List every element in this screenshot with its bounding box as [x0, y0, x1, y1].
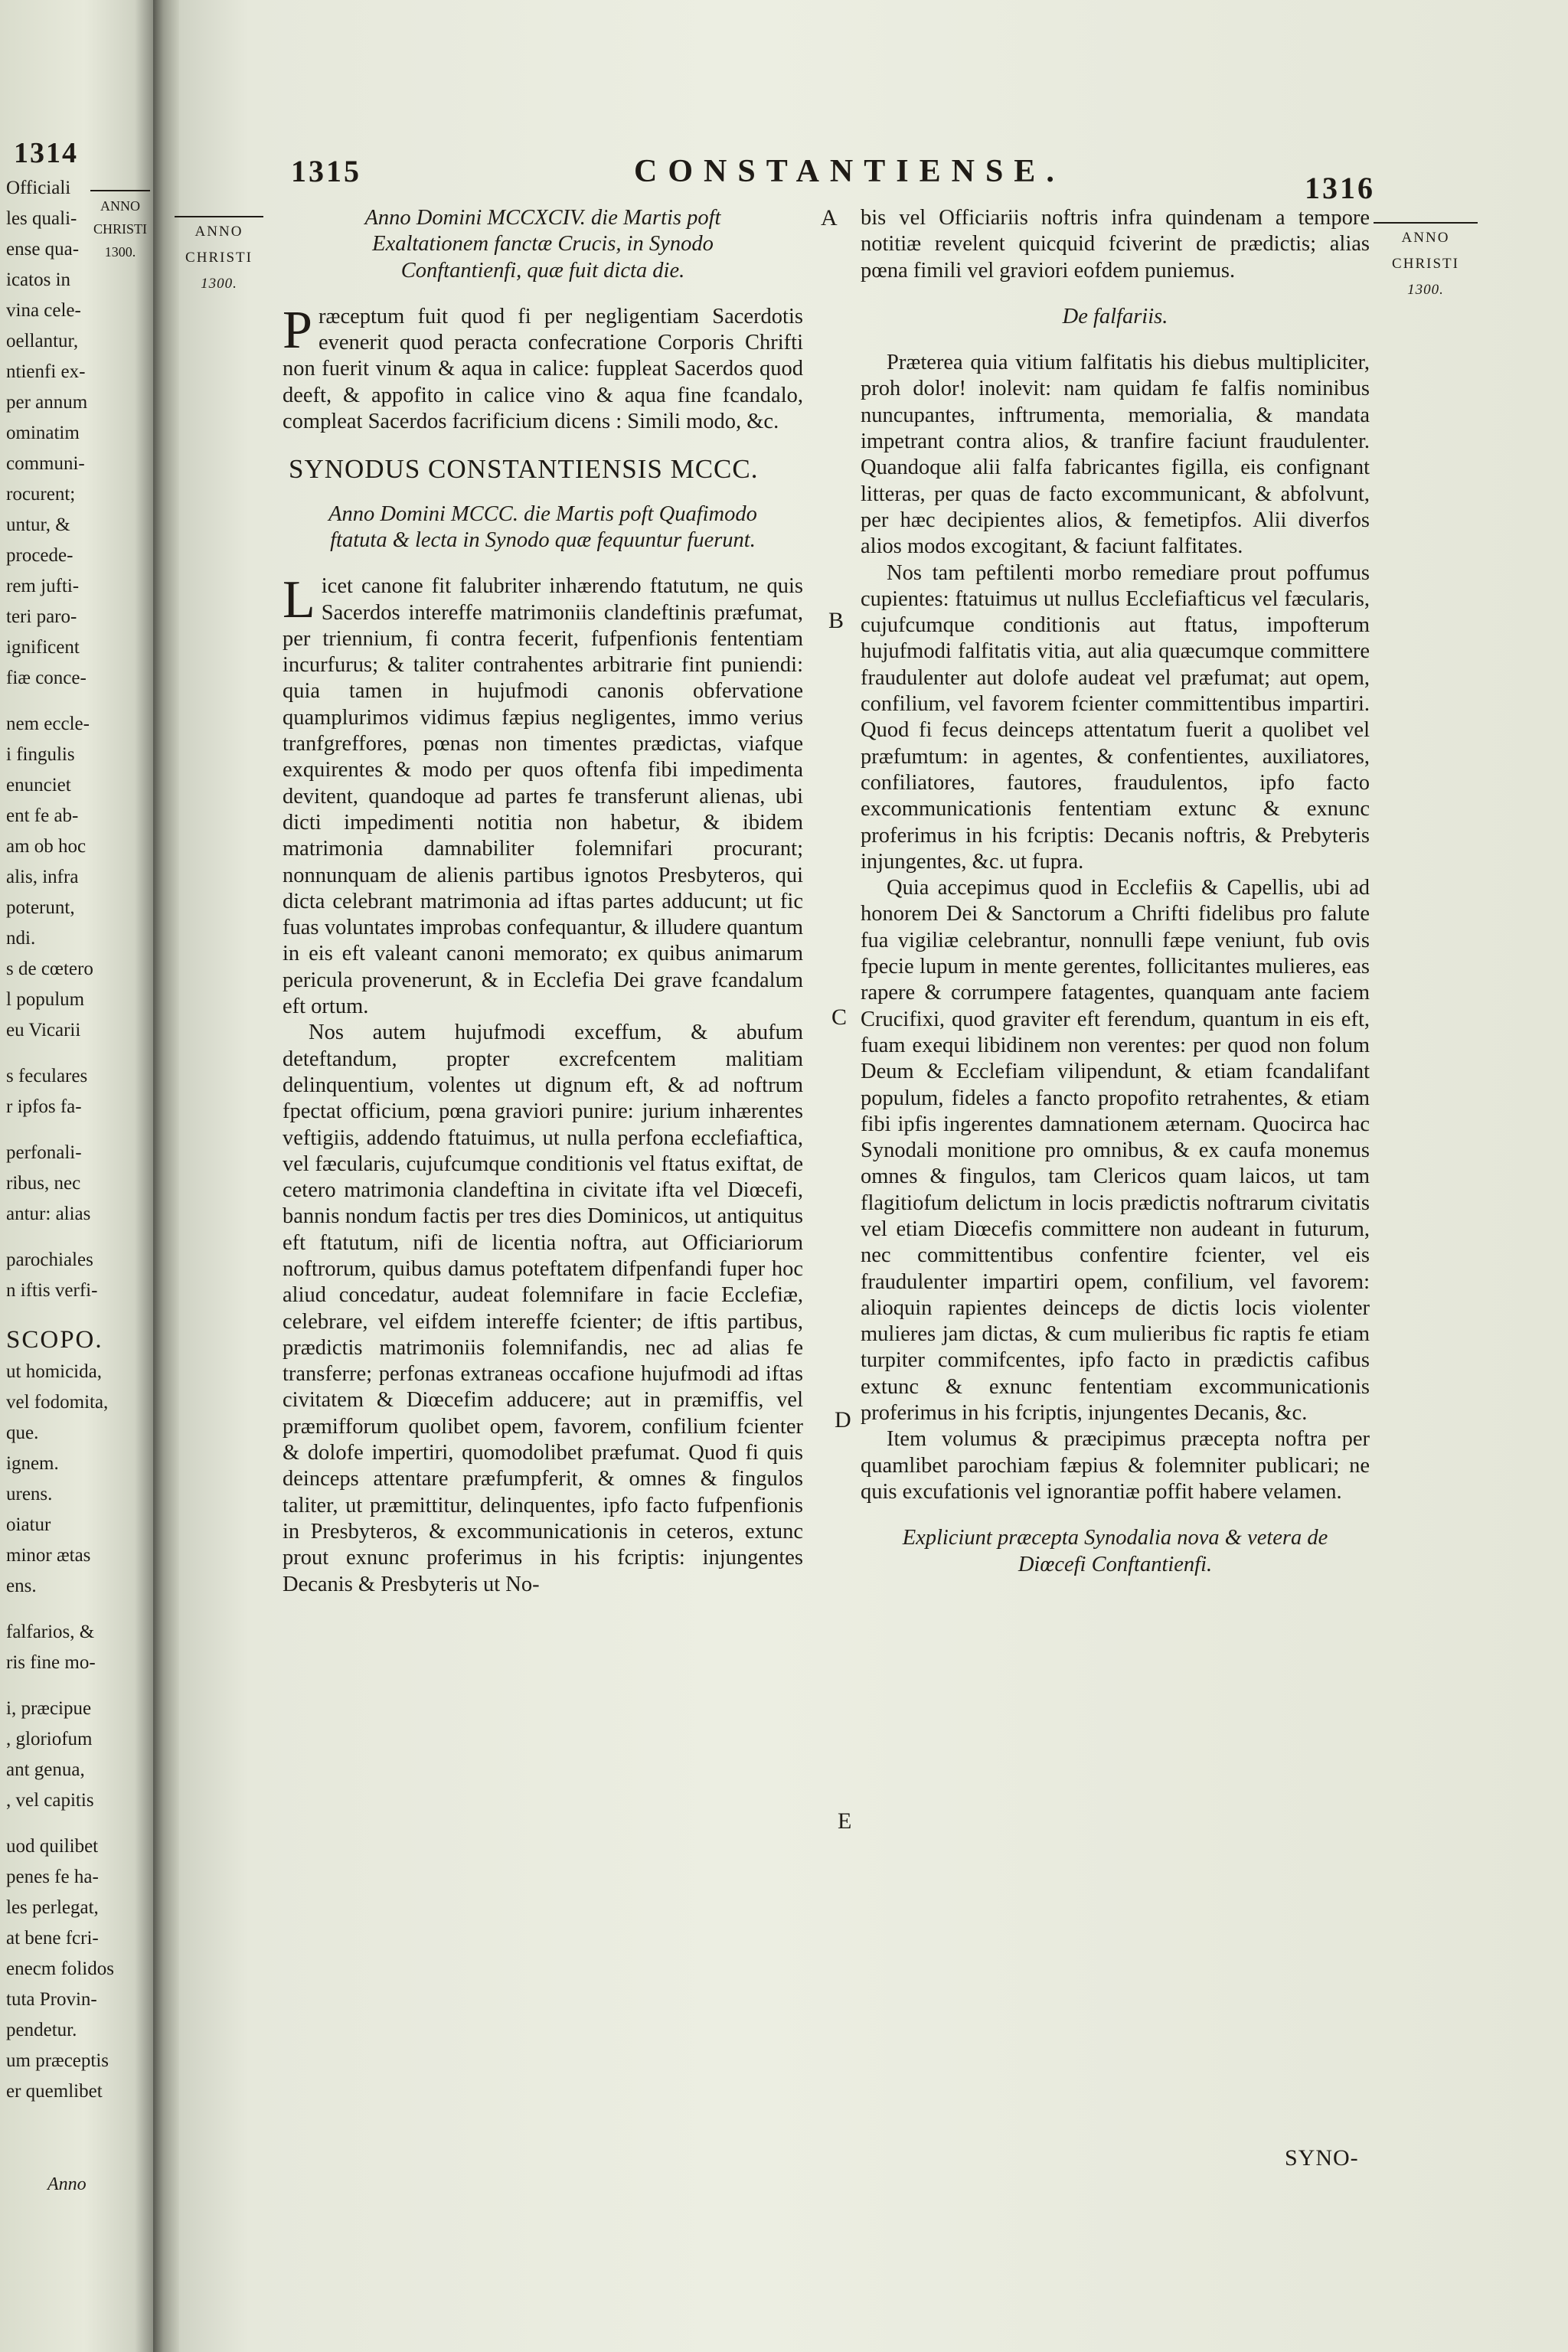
margin-letter-c: C — [831, 1004, 848, 1030]
margin-letter-d: D — [835, 1407, 851, 1432]
left-page-fragment: alis, infra — [6, 867, 79, 887]
left-page-fragment: er quemlibet — [6, 2081, 103, 2102]
section-heading-de-falsariis: De falfariis. — [1062, 304, 1168, 328]
left-page-fragment: poterunt, — [6, 897, 75, 918]
left-page-fragment: ris fine mo- — [6, 1652, 96, 1673]
left-page-catchword: Anno — [47, 2174, 87, 2194]
anno-christi-right — [1374, 222, 1478, 303]
paragraph-licet — [283, 570, 803, 1020]
left-page-fragment: , gloriofum — [6, 1729, 93, 1749]
left-column — [283, 205, 803, 1598]
left-page-fragment: fiæ conce- — [6, 668, 87, 688]
left-page-fragment: pendetur. — [6, 2020, 77, 2040]
section-heading-synodus: SYNODUS CONSTANTIENSIS MCCC. — [289, 454, 759, 485]
left-page-fragment: vina cele- — [6, 300, 81, 321]
anno-label: ANNO — [194, 224, 243, 240]
left-page-fragment: minor ætas — [6, 1545, 91, 1566]
left-page-fragment: l populum — [6, 989, 85, 1010]
left-page-fragment: enecm folidos — [6, 1958, 114, 1979]
left-page-fragment: n iftis verfi- — [6, 1280, 98, 1301]
paragraph-nos-autem: Nos autem hujufmodi exceffum, & abufum deteftandum, propter excrefcentem malitiam delinquentium, volentes ut dignum eft, & ad noftrum fpectat officium, pœna graviori punire: jurium inhærentes veftigiis, addendo ftatuimus, ut nulla perfona ecclefiaftica, vel fæcularis, cujufcumque conditionis vel ftatus exiftat, de cetero matrimonia clandeftina in civitate ifta vel Diœcefi, bannis nondum factis per tres dies Dominicos, ut antiquitus eft ftatutum, nifi de licentia noftra, aut Officiariorum noftrorum, quibus damus poteftatem difpenfandi fuper hoc aliud concedatur, audeat folemnifare in facie Ecclefiæ, celebrare, vel eifdem intereffe fcienter; de iftis partibus, prædictis matrimoniis folemnifandis, nec ad alias fe transferre; perfonas extraneas occafione hujufmodi ad iftas civitatem & Diœcefim adducere; aut in præmiffis, vel præmifforum quolibet opem, favorem, confilium fcienter & dolofe impertiri, quomodolibet præfumat. Quod fi quis deinceps attentare præfumpferit, & omnes & fingulos taliter, ut præmittitur, delinquentes, ipfo facto fufpenfionis in Presbyteros, & excommunicationis in ceteros, extunc prout exnunc proferimus in his fcriptis: injungentes Decanis & Presbyteris ut No- — [283, 1021, 803, 1596]
left-page-fragment: SCOPO. — [6, 1326, 103, 1354]
left-page-fragment: urens. — [6, 1484, 53, 1504]
left-page-fragment: ent fe ab- — [6, 805, 79, 826]
left-page-fragment: teri paro- — [6, 606, 77, 627]
left-page-fragment: penes fe ha- — [6, 1867, 99, 1887]
year-label: 1300. — [1407, 282, 1444, 298]
left-page-anno-line: 1300. — [104, 244, 136, 260]
left-page-fragment: ntienfi ex- — [6, 361, 86, 382]
paragraph-quia-accepimus: Quia accepimus quod in Ecclefiis & Capellis, ubi ad honorem Dei & Sanctorum a Chrifti fidelibus pro falute fua vigiliæ celebrantur, nonnulli fæpe veniunt, fub ovis fpecie lupum in mente gerentes, follicitantes mulieres, eas rapere & corrumpere fatagentes, quanquam ante faciem Crucifixi, quod graviter eft ferendum, quantum in eis eft, fuam exequi libidinem non verentes: per quod non folum Deum & Ecclefiam vilipendunt, & etiam fcandalifant populum, fideles a fancto propofito retrahentes, & etiam fibi ipfis ingerentes damnationem æternam. Quocirca hac Synodali monitione pro omnibus, & ex caufa monemus omnes & fingulos, tam Clericos quam laicos, ut tam flagitiofum delictum in locis prædictis noftrarum civitatis vel etiam Diœcefis committere non audeant in futurum, nec committentibus confentire fcienter, vel eis fraudulenter impartiri opem, confilium, vel favorem: alioquin rapientes deinceps de dictis locis violenter mulieres jam dictas, & cum mulieribus fic raptis fe etiam turpiter commifcentes, ipfo facto in prædictis cafibus extunc & exnunc fententiam excommunicationis proferimus in his fcriptis, injungentes Decanis, &c. — [861, 876, 1370, 1426]
left-page-fragment: ribus, nec — [6, 1173, 81, 1194]
margin-letter-b: B — [828, 608, 844, 633]
left-page-fragment: ense qua- — [6, 239, 80, 260]
paragraph-praeterea: Præterea quia vitium falfitatis his diebus multipliciter, proh dolor! inolevit: nam quidam fe falfis nominibus nuncupantes, inftrumenta, memorialia, & mandata impetrant contra alios, & tranfire faciunt fraudulenter. Quandoque alii falfa fabricantes figilla, eis confignant litteras, per quas de facto excommunicant, & abfolvunt, per hæc decipientes alios, & femetipfos. Alii diverfos alios modos excogitant, & faciunt falfitates. — [861, 351, 1370, 559]
left-page-fragment: falfarios, & — [6, 1622, 95, 1642]
left-page-fragment: untur, & — [6, 514, 70, 535]
left-page-fragment: ignificent — [6, 637, 80, 658]
left-page-fragment: per annum — [6, 392, 88, 413]
left-page-fragment: nem eccle- — [6, 714, 90, 734]
right-column — [861, 205, 1370, 1578]
left-page-fragment: um præceptis — [6, 2050, 109, 2071]
drop-cap-l: L — [283, 570, 315, 630]
left-page-fragment: eu Vicarii — [6, 1020, 81, 1040]
left-page-fragment: am ob hoc — [6, 836, 87, 857]
year-label: 1300. — [201, 276, 237, 292]
paragraph-nos-tam: Nos tam peftilenti morbo remediare prout poffumus cupientes: ftatuimus ut nullus Ecclefiafticus vel fæcularis, cujufcumque conditionis aut ftatus, impofterum hujufmodi falfitatis vitia, aut alia quæcumque committere fraudulenter aut dolofe audeat vel præfumat; aut opem, confilium, vel favorem fcienter committentibus impartiri. Quod fi fecus deinceps attentatum fuerit a quolibet vel præfumtum: in agentes, & confentientes, auxiliatores, confiliatores, fautores, fraudulentos, ipfo facto excommunicationis fententiam extunc & exnunc proferimus in his fcriptis: Decanis noftris, & Prebyteris injungentes, &c. ut fupra. — [861, 560, 1370, 874]
left-page-anno-line: CHRISTI — [93, 221, 147, 237]
synod-intro-1294: Anno Domini MCCXCIV. die Martis poft Exaltationem fanctæ Crucis, in Synodo Conftantienfi, quæ fuit dicta die. — [364, 206, 721, 283]
left-page-number: 1314 — [14, 137, 78, 169]
left-page-fragment: ens. — [6, 1576, 37, 1596]
left-page-anno-line: ANNO — [100, 198, 140, 214]
christi-label: CHRISTI — [1392, 256, 1459, 272]
anno-label: ANNO — [1401, 230, 1450, 246]
left-page-fragment: at bene fcri- — [6, 1928, 99, 1949]
left-page-fragment: Officiali — [6, 178, 71, 198]
left-page-fragment: uod quilibet — [6, 1836, 99, 1857]
left-page-fragment: oellantur, — [6, 331, 79, 351]
anno-christi-left — [175, 216, 263, 297]
catchword: SYNO- — [1285, 2145, 1359, 2171]
paragraph-bis-vel: bis vel Officiariis noftris infra quindenam a tempore notitiæ revelent quicquid fciverint de prædictis; alias pœna fimili vel graviori eofdem puniemus. — [861, 206, 1370, 283]
left-page-fragment: parochiales — [6, 1250, 93, 1270]
margin-letter-a: A — [821, 205, 838, 230]
left-page-fragment: antur: alias — [6, 1204, 91, 1224]
left-page-anno-box — [90, 190, 150, 263]
left-page-fragment: ignem. — [6, 1453, 59, 1474]
page-number-1316: 1316 — [1305, 171, 1375, 205]
left-page-fragment: perfonali- — [6, 1142, 82, 1163]
left-page-fragment: les perlegat, — [6, 1897, 99, 1918]
left-page-fragment: rocurent; — [6, 484, 76, 505]
explicit: Expliciunt præcepta Synodalia nova & vetera de Diœcefi Conftantienfi. — [902, 1526, 1328, 1576]
left-page-fragment: enunciet — [6, 775, 71, 795]
paragraph-preceptum-text: ræceptum fuit quod fi per negligentiam Sacerdotis evenerit quod peracta confecratione Corporis Chrifti non fuerit vinum & aqua in calice: fuppleat Sacerdos quod deeft, & appofito in calice vino & aqua fine fcandalo, compleat Sacerdos facrificium dicens : Simili modo, &c. — [283, 304, 803, 434]
paragraph-licet-text: icet canone fit falubriter inhærendo ftatutum, ne quis Sacerdos intereffe matrimoniis clandeftinis præfumat, per triennium, fi contra fecerit, fufpenfionis fententiam incurfurus; & taliter contrahentes arbitrarie fint puniendi: quia tamen in hujufmodi canonis obfervatione quamplurimos vidimus fæpius negligentes, immo verius tranfgreffores, pœnas non timentes prædictas, viafque exquirentes & modo per quos oftenfa fibi impedimenta devitent, quandoque ad partes fe transferunt alienas, ubi dicti impedimenti notitia non habetur, & ibidem matrimonia damnabiliter folemnifari procurant; nonnunquam de alienis partibus ignotos Presbyteros, qui dicta celebrant matrimonia ad iftas partes adducunt; ut fic fuas voluntates improbas confequantur, & illudere quantum in eis eft valeant canoni memorato; ex quibus animarum pericula provenerunt, & in Ecclefia Dei grave fcandalum eft ortum. — [283, 574, 803, 1019]
left-page-fragment: s feculares — [6, 1066, 88, 1086]
left-page-fragment: i, præcipue — [6, 1698, 92, 1719]
left-page-fragment: ant genua, — [6, 1759, 85, 1780]
left-page-fragment: procede- — [6, 545, 74, 566]
left-facing-page — [0, 0, 153, 2352]
left-page-fragment: icatos in — [6, 270, 71, 290]
left-page-fragment: ominatim — [6, 423, 80, 443]
left-page-fragment: tuta Provin- — [6, 1989, 97, 2010]
drop-cap-p: P — [283, 300, 312, 360]
running-head: CONSTANTIENSE. — [634, 154, 1065, 189]
left-page-fragment: , vel capitis — [6, 1790, 94, 1811]
margin-letter-e: E — [838, 1808, 852, 1834]
paragraph-preceptum — [283, 300, 803, 435]
left-page-fragment: vel fodomita, — [6, 1392, 109, 1413]
synod-intro-1300: Anno Domini MCCC. die Martis poft Quafimodo ftatuta & lecta in Synodo quæ fequuntur fuerunt. — [328, 501, 757, 552]
christi-label: CHRISTI — [185, 250, 253, 266]
left-page-fragment: rem jufti- — [6, 576, 80, 596]
left-page-fragment: r ipfos fa- — [6, 1096, 82, 1117]
left-page-fragment: communi- — [6, 453, 85, 474]
left-page-fragment: que. — [6, 1423, 39, 1443]
left-page-fragment: i fingulis — [6, 744, 75, 765]
left-page-fragment: oiatur — [6, 1514, 51, 1535]
left-page-fragment: ut homicida, — [6, 1361, 102, 1382]
paragraph-item-volumus: Item volumus & præcipimus præcepta noftra per quamlibet parochiam fæpius & folemniter publicari; ne quis excufationis vel ignorantiæ poffit habere velamen. — [861, 1427, 1370, 1504]
right-page — [179, 0, 1568, 2352]
left-page-fragment: s de cœtero — [6, 959, 93, 979]
left-page-fragment: ndi. — [6, 928, 36, 949]
book-gutter — [153, 0, 179, 2352]
left-page-fragment: les quali- — [6, 208, 77, 229]
page-number-1315: 1315 — [291, 154, 361, 188]
